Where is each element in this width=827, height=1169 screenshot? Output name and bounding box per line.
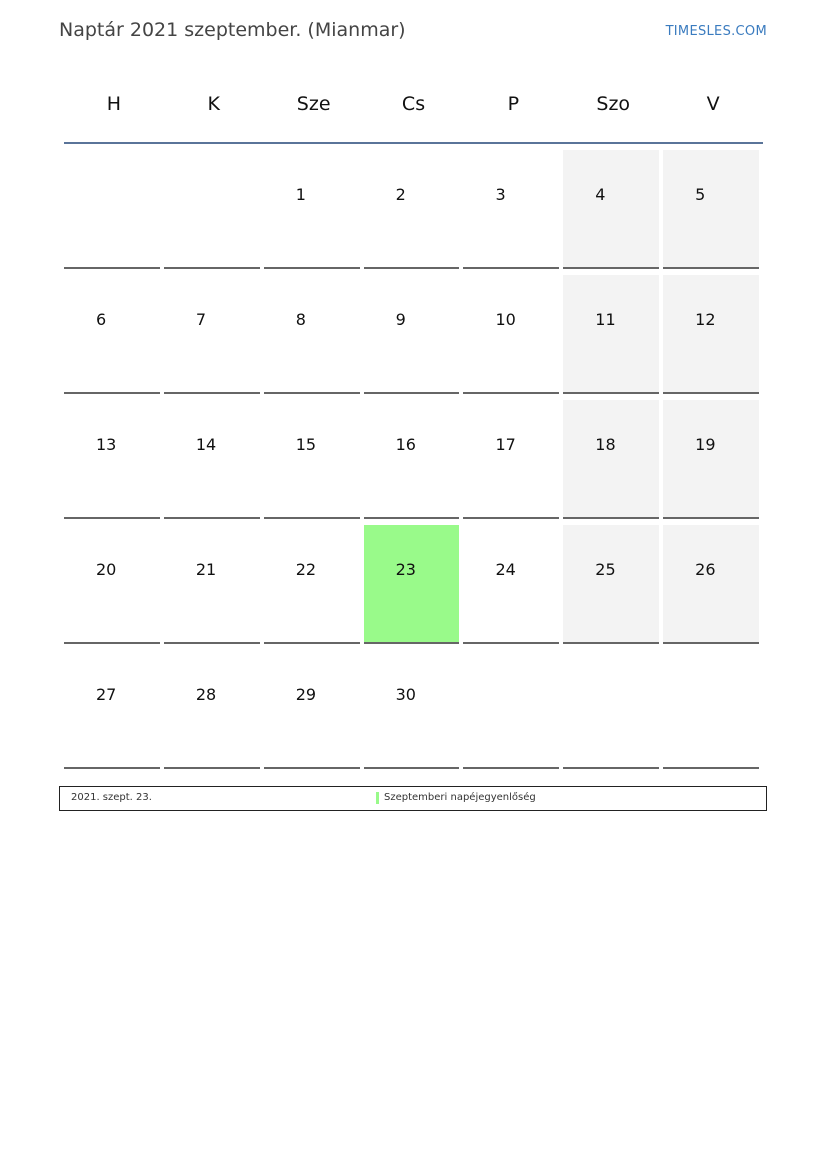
day-number: 19 xyxy=(695,435,716,454)
legend-holiday-name: Szeptemberi napéjegyenlőség xyxy=(384,792,536,803)
weekday-sunday: V xyxy=(706,93,720,115)
day-cell xyxy=(463,519,559,644)
day-cell xyxy=(64,644,160,769)
calendar-week xyxy=(64,144,763,269)
day-cell-weekend xyxy=(663,144,759,269)
day-cell-empty xyxy=(663,644,759,769)
day-number: 15 xyxy=(295,435,317,454)
weekday-thursday: Cs xyxy=(401,93,426,115)
day-cell-empty xyxy=(563,644,659,769)
day-cell xyxy=(463,269,559,394)
day-number: 20 xyxy=(96,560,117,579)
day-number: 9 xyxy=(395,310,406,329)
day-cell xyxy=(364,394,460,519)
day-cell xyxy=(64,394,160,519)
day-number: 8 xyxy=(295,310,306,329)
day-cell xyxy=(264,144,360,269)
day-cell-weekend xyxy=(563,394,659,519)
day-number: 30 xyxy=(395,685,416,704)
day-cell-holiday xyxy=(364,519,460,644)
day-number: 12 xyxy=(695,310,716,329)
day-number: 7 xyxy=(195,310,207,329)
day-cell-weekend xyxy=(563,519,659,644)
calendar-title: Naptár 2021 szeptember. (Mianmar) xyxy=(59,19,406,41)
day-cell-empty xyxy=(64,144,160,269)
day-cell xyxy=(364,644,460,769)
day-cell xyxy=(164,644,260,769)
day-number: 6 xyxy=(96,310,107,329)
calendar-week xyxy=(64,644,763,769)
calendar-grid xyxy=(64,78,763,769)
brand-link[interactable]: TIMESLES.COM xyxy=(665,24,767,39)
day-number: 17 xyxy=(495,435,516,454)
day-number: 21 xyxy=(195,560,217,579)
day-cell xyxy=(264,269,360,394)
day-number: 11 xyxy=(595,310,616,329)
day-cell xyxy=(164,519,260,644)
day-cell xyxy=(264,394,360,519)
day-cell xyxy=(64,269,160,394)
day-cell xyxy=(164,269,260,394)
weekday-monday: H xyxy=(106,93,122,115)
calendar-week xyxy=(64,394,763,519)
day-cell-weekend xyxy=(563,144,659,269)
weekday-tuesday: K xyxy=(207,93,221,115)
day-cell xyxy=(463,144,559,269)
day-number: 26 xyxy=(695,560,716,579)
day-number: 29 xyxy=(295,685,317,704)
day-cell xyxy=(264,519,360,644)
day-number: 28 xyxy=(195,685,217,704)
legend-date: 2021. szept. 23. xyxy=(71,792,152,803)
holiday-legend xyxy=(59,786,767,811)
day-number: 16 xyxy=(395,435,416,454)
day-number: 10 xyxy=(495,310,516,329)
day-cell xyxy=(64,519,160,644)
weekday-wednesday: Sze xyxy=(296,93,331,115)
legend-color-swatch xyxy=(376,792,379,804)
day-number: 25 xyxy=(595,560,616,579)
day-cell-empty xyxy=(463,644,559,769)
day-number: 14 xyxy=(195,435,217,454)
day-cell xyxy=(463,394,559,519)
day-number: 23 xyxy=(395,560,416,579)
day-cell xyxy=(364,269,460,394)
day-number: 27 xyxy=(96,685,117,704)
calendar-week xyxy=(64,269,763,394)
day-cell-weekend xyxy=(663,519,759,644)
day-cell xyxy=(164,394,260,519)
day-number: 5 xyxy=(695,185,706,204)
day-number: 4 xyxy=(595,185,606,204)
day-cell-weekend xyxy=(663,394,759,519)
day-number: 2 xyxy=(395,185,406,204)
day-number: 13 xyxy=(96,435,117,454)
day-number: 18 xyxy=(595,435,616,454)
day-cell-weekend xyxy=(663,269,759,394)
weekday-saturday: Szo xyxy=(596,93,631,115)
day-cell xyxy=(364,144,460,269)
day-number: 22 xyxy=(295,560,317,579)
calendar-week xyxy=(64,519,763,644)
weekday-friday: P xyxy=(507,93,520,115)
day-number: 1 xyxy=(295,185,306,204)
day-cell-weekend xyxy=(563,269,659,394)
day-number: 24 xyxy=(495,560,516,579)
day-cell-empty xyxy=(164,144,260,269)
day-cell xyxy=(264,644,360,769)
weekday-header-row xyxy=(64,78,763,144)
day-number: 3 xyxy=(495,185,506,204)
